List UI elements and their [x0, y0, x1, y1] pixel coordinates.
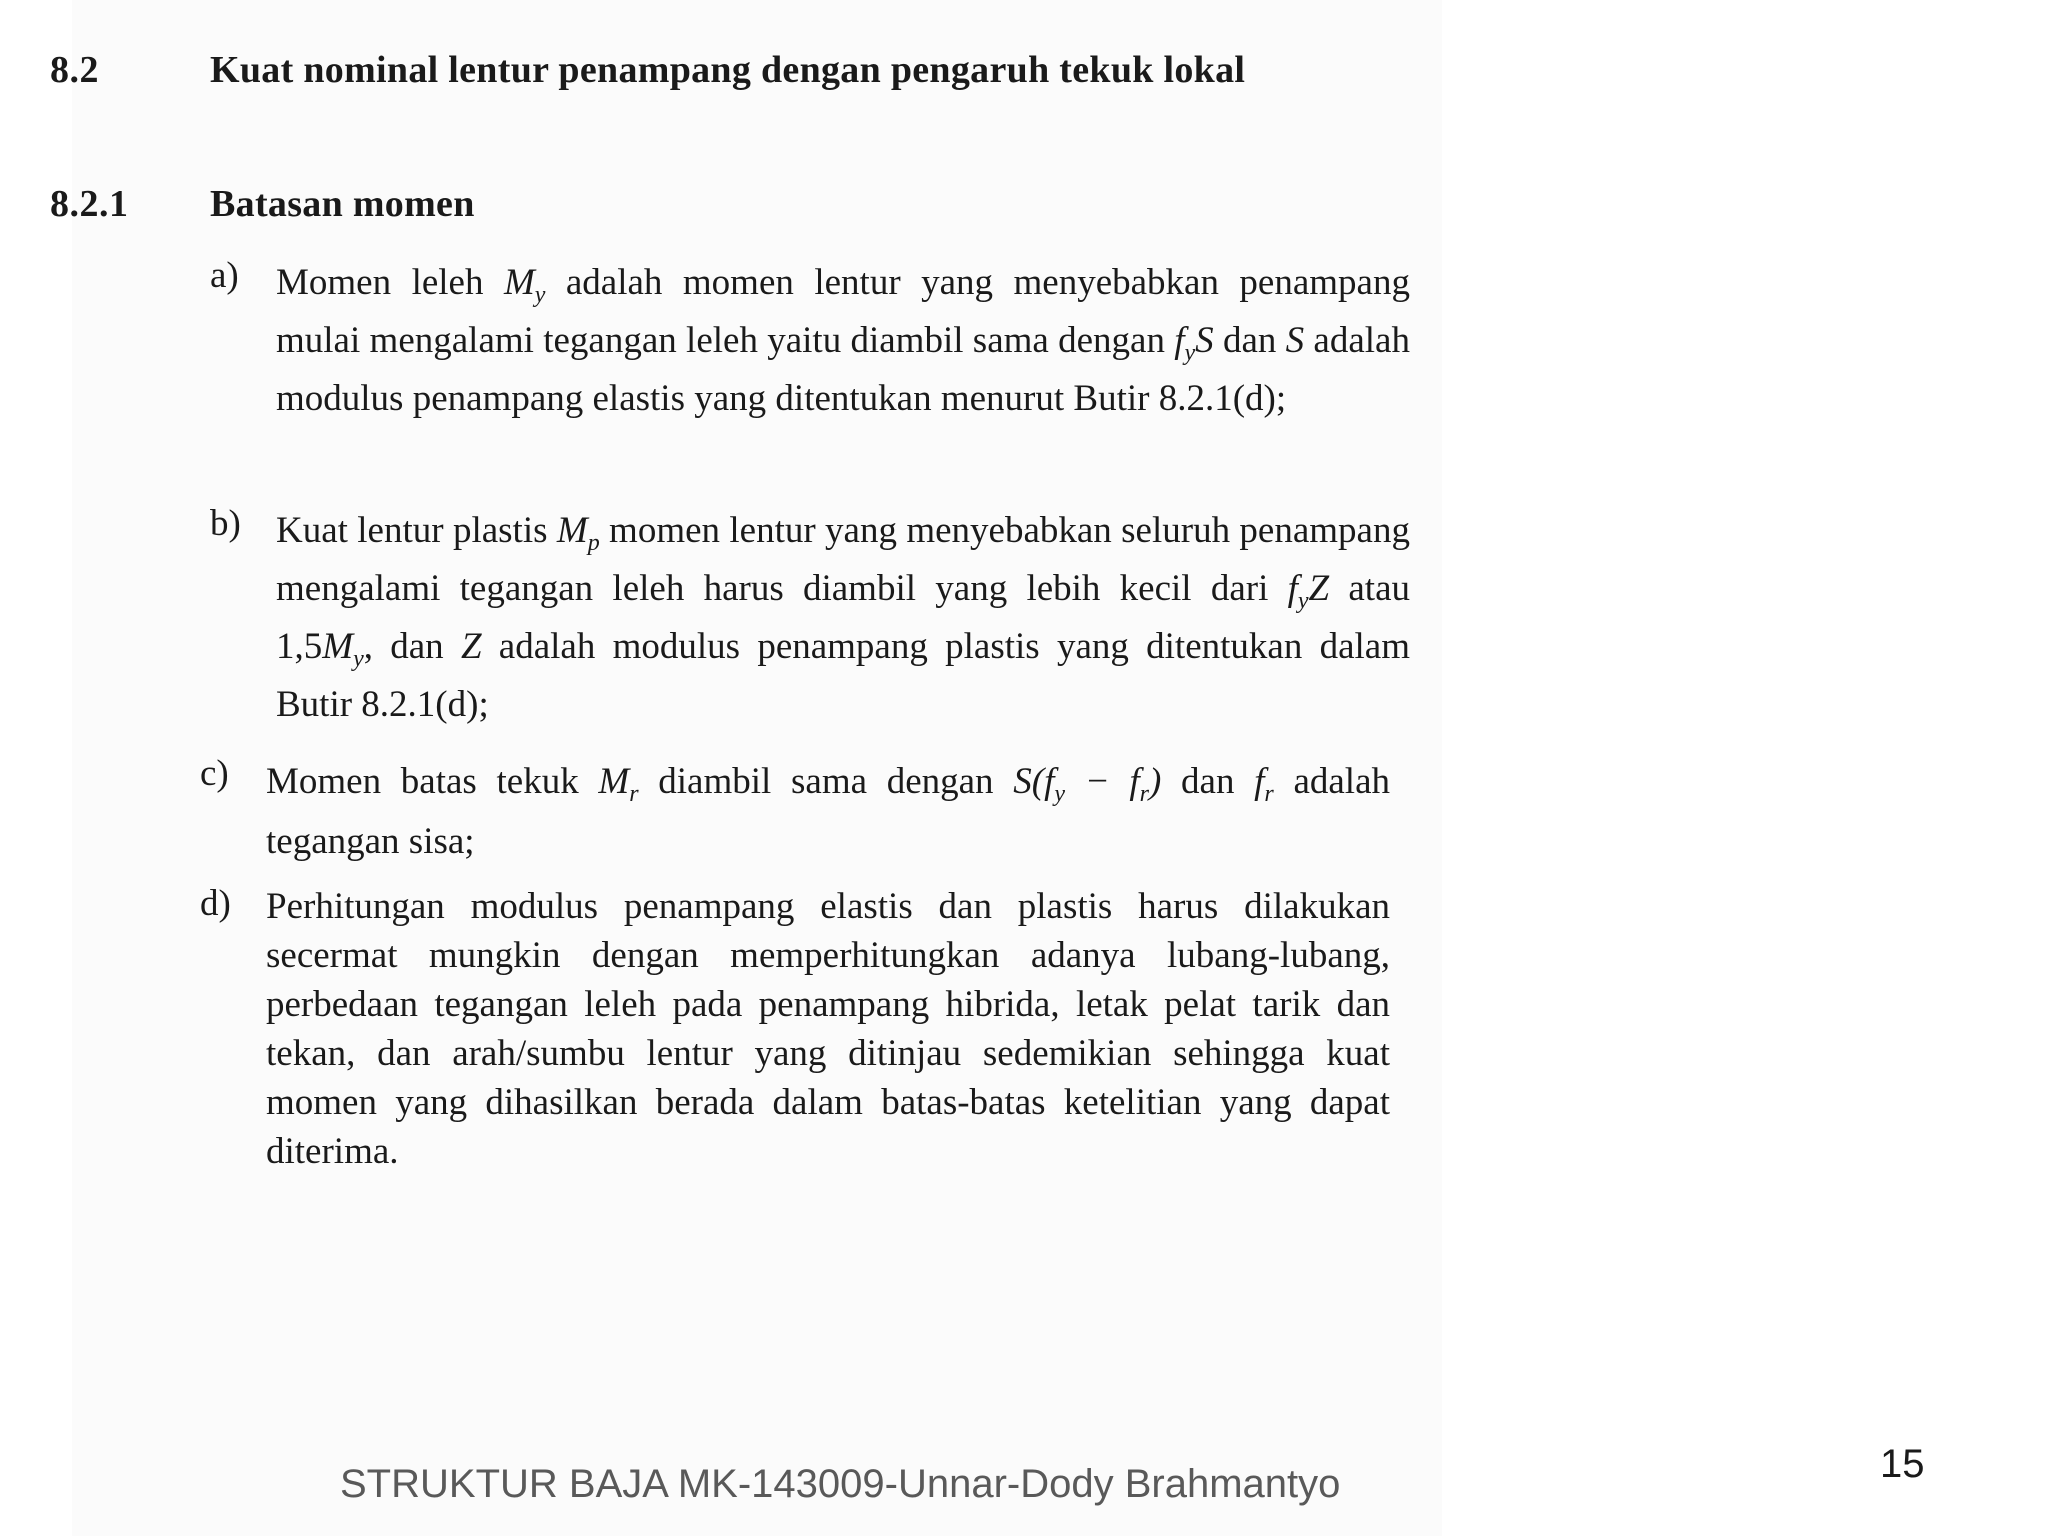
list-item-text: Momen batas tekuk $M_r$ diambil sama dengan $S(f_y - f_r)$ dan $f_r$ adalah tegangan sisa; — [266, 761, 1391, 862]
section-number: 8.2 — [50, 49, 99, 91]
page-number: 15 — [1880, 1442, 1925, 1486]
list-item-label: d) — [200, 883, 231, 924]
list-item-text: Kuat lentur plastis $M_p$ momen lentur yang menyebabkan seluruh penampang mengalami tegangan leleh harus diambil yang lebih kecil dari $f_yZ$ atau $1,5M_y$, dan Z adalah modulus penampang plastis yang ditentukan dalam Butir 8.2.1(d); — [276, 510, 1410, 725]
list-item-label: a) — [210, 255, 239, 296]
subsection-title: Batasan momen — [210, 183, 475, 225]
list-item-text: Perhitungan modulus penampang elastis dan plastis harus dilakukan secermat mungkin dengan memperhitungkan adanya lubang-lubang, perbedaan tegangan leleh pada penampang hibrida, letak pelat tarik dan tekan, dan arah/sumbu lentur yang ditinjau sedemikian sehingga kuat momen yang dihasilkan berada dalam batas-batas ketelitian yang dapat diterima. — [266, 886, 1390, 1172]
list-item-label: b) — [210, 503, 241, 544]
section-title: Kuat nominal lentur penampang dengan pengaruh tekuk lokal — [210, 49, 1246, 91]
list-item-label: c) — [200, 753, 229, 794]
footer-text: STRUKTUR BAJA MK-143009-Unnar-Dody Brahmantyo — [340, 1462, 1341, 1506]
list-item-text: Momen leleh $M_y$ adalah momen lentur yang menyebabkan penampang mulai mengalami tegangan leleh yaitu diambil sama dengan $f_yS$ dan S adalah modulus penampang elastis yang ditentukan menurut Butir 8.2.1(d); — [276, 262, 1410, 419]
subsection-number: 8.2.1 — [50, 183, 129, 225]
